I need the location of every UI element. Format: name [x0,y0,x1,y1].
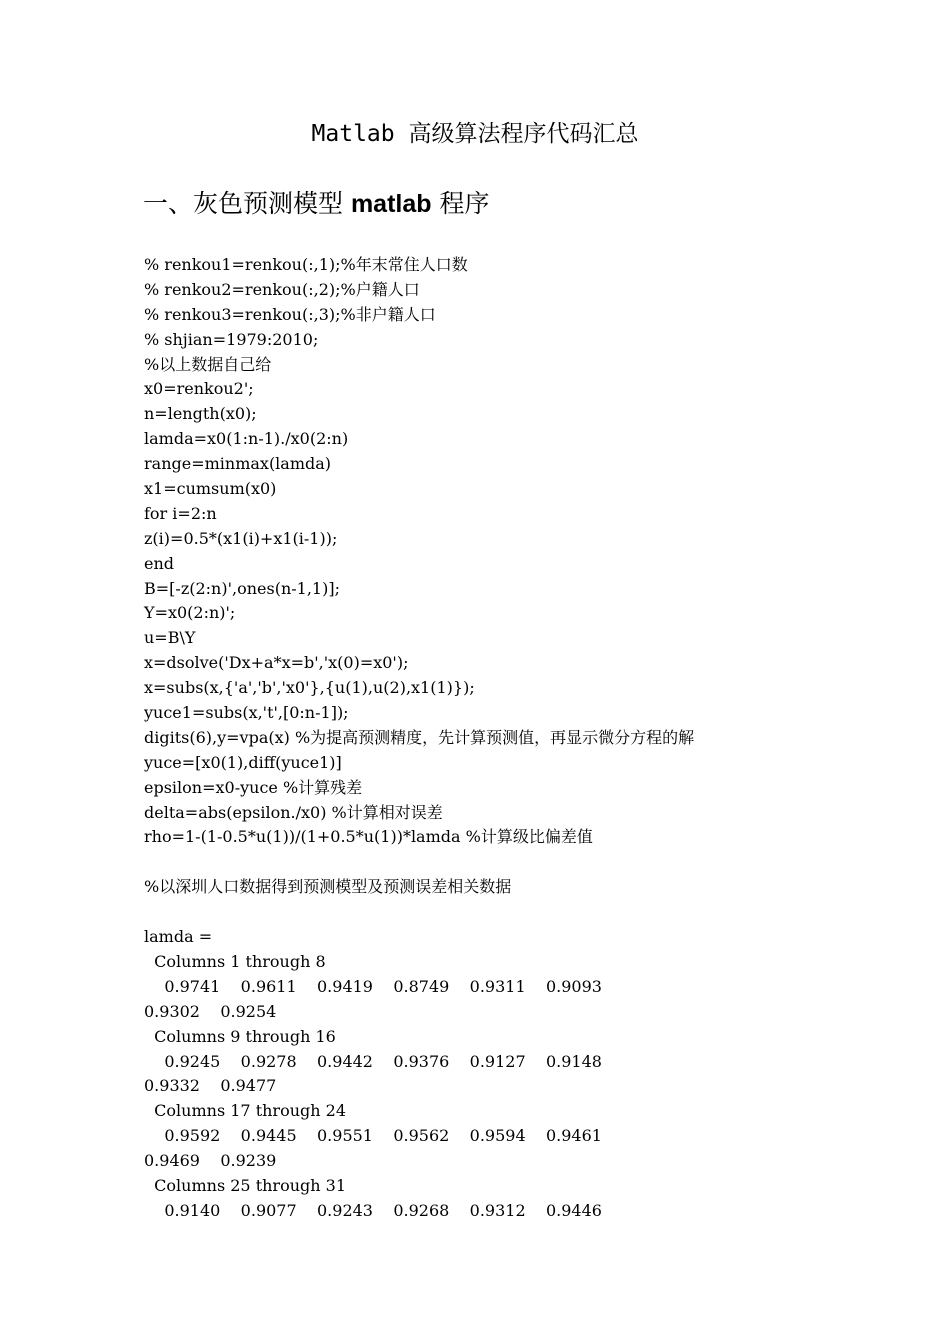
code-line: Y=x0(2:n)'; [144,603,236,623]
code-line: Columns 9 through 16 [144,1026,336,1046]
code-listing [144,253,904,1224]
code-line: %以深圳人口数据得到预测模型及预测误差相关数据 [144,877,512,897]
section-heading-number: 一、灰色预测模型 [143,189,351,218]
code-line: end [144,553,175,573]
code-line: Columns 17 through 24 [144,1101,346,1121]
code-line: z(i)=0.5*(x1(i)+x1(i-1)); [144,528,338,548]
code-line: n=length(x0); [144,404,257,424]
code-line: yuce=[x0(1),diff(yuce1)] [144,752,342,772]
code-line: B=[-z(2:n)',ones(n-1,1)]; [144,578,340,598]
code-line: 0.9592 0.9445 0.9551 0.9562 0.9594 0.9461 [144,1126,602,1146]
code-line: 0.9245 0.9278 0.9442 0.9376 0.9127 0.9148 [144,1051,602,1071]
code-line: u=B\Y [144,628,196,648]
code-line [144,900,904,925]
section-heading [143,186,490,222]
code-line: x0=renkou2'; [144,379,254,399]
code-line [144,850,904,875]
code-line: epsilon=x0-yuce %计算残差 [144,777,363,797]
code-line: x1=cumsum(x0) [144,479,277,499]
code-line: digits(6),y=vpa(x) %为提高预测精度，先计算预测值，再显示微分方程的解 [144,727,695,747]
document-title: Matlab 高级算法程序代码汇总 [311,121,639,147]
code-line: x=dsolve('Dx+a*x=b','x(0)=x0'); [144,653,409,673]
code-line: yuce1=subs(x,'t',[0:n-1]); [144,703,349,723]
code-line: 0.9140 0.9077 0.9243 0.9268 0.9312 0.9446 [144,1200,602,1220]
code-line: %以上数据自己给 [144,354,272,374]
code-line: Columns 1 through 8 [144,951,326,971]
code-line: Columns 25 through 31 [144,1175,346,1195]
code-line: 0.9332 0.9477 [144,1076,277,1096]
code-line: % renkou1=renkou(:,1);%年末常住人口数 [144,255,468,274]
code-line: range=minmax(lamda) [144,454,332,474]
code-line: lamda = [144,927,213,947]
code-line: % shjian=1979:2010; [144,329,319,349]
section-heading-suffix: 程序 [431,189,490,218]
code-line: 0.9741 0.9611 0.9419 0.8749 0.9311 0.9093 [144,976,602,996]
section-heading-latin: matlab [350,190,432,218]
code-line: lamda=x0(1:n-1)./x0(2:n) [144,429,349,449]
code-line: x=subs(x,{'a','b','x0'},{u(1),u(2),x1(1)}); [144,678,475,698]
code-line: rho=1-(1-0.5*u(1))/(1+0.5*u(1))*lamda %计算级比偏差值 [144,827,593,847]
code-line: 0.9469 0.9239 [144,1151,277,1171]
code-line: delta=abs(epsilon./x0) %计算相对误差 [144,802,443,822]
code-line: % renkou2=renkou(:,2);%户籍人口 [144,279,420,299]
code-line: % renkou3=renkou(:,3);%非户籍人口 [144,304,436,324]
code-line: for i=2:n [144,503,217,523]
code-line: 0.9302 0.9254 [144,1001,277,1021]
